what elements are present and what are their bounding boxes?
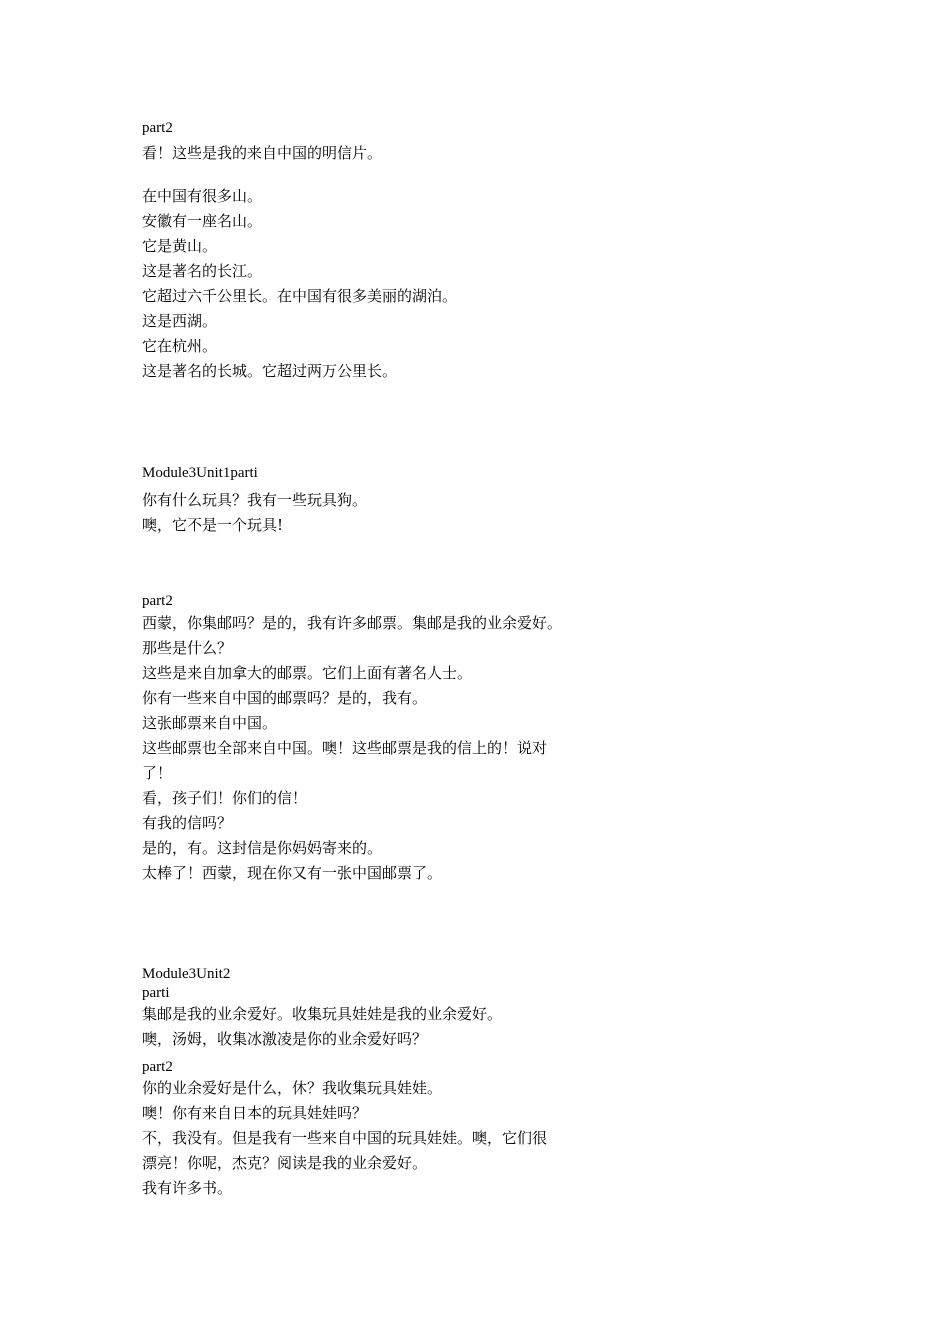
text-line: 有我的信吗？	[142, 814, 233, 832]
text-line: 这些邮票也全部来自中国。噢！这些邮票是我的信上的！说对	[142, 739, 548, 757]
text-line: 这张邮票来自中国。	[142, 714, 278, 732]
text-line: 你有什么玩具？我有一些玩具狗。	[142, 491, 368, 509]
text-line: 是的，有。这封信是你妈妈寄来的。	[142, 839, 383, 857]
text-line: 那些是什么？	[142, 639, 233, 657]
text-line: 你有一些来自中国的邮票吗？是的，我有。	[142, 689, 428, 707]
text-line: 这是著名的长江。	[142, 262, 263, 280]
text-line: 太棒了！西蒙，现在你又有一张中国邮票了。	[142, 864, 443, 882]
text-line: 在中国有很多山。	[142, 187, 263, 205]
text-line: 看，孩子们！你们的信！	[142, 789, 308, 807]
text-line: 噢，它不是一个玩具!	[142, 516, 284, 534]
text-line: 它是黄山。	[142, 237, 218, 255]
text-line: 这是著名的长城。它超过两万公里长。	[142, 362, 398, 380]
text-line: 安徽有一座名山。	[142, 212, 263, 230]
section-subheading-parti: parti	[142, 985, 170, 1001]
text-line: 漂亮！你呢，杰克？阅读是我的业余爱好。	[142, 1154, 428, 1172]
text-line: 它在杭州。	[142, 337, 218, 355]
section-heading-part2: part2	[142, 120, 173, 136]
text-line: 这是西湖。	[142, 312, 218, 330]
text-line: 这些是来自加拿大的邮票。它们上面有著名人士。	[142, 664, 473, 682]
section-heading-module3unit2: Module3Unit2	[142, 966, 231, 982]
text-line: 它超过六千公里长。在中国有很多美丽的湖泊。	[142, 287, 458, 305]
text-line: 集邮是我的业余爱好。收集玩具娃娃是我的业余爱好。	[142, 1005, 503, 1023]
text-line: 不，我没有。但是我有一些来自中国的玩具娃娃。噢，它们很	[142, 1129, 548, 1147]
section-heading-part2: part2	[142, 593, 173, 609]
text-line: 你的业余爱好是什么，休？我收集玩具娃娃。	[142, 1079, 443, 1097]
text-line: 西蒙，你集邮吗？是的，我有许多邮票。集邮是我的业余爱好。	[142, 614, 563, 632]
text-line: 了！	[142, 764, 173, 782]
text-line: 噢，汤姆，收集冰激凌是你的业余爱好吗？	[142, 1030, 428, 1048]
text-line: 看！这些是我的来自中国的明信片。	[142, 144, 383, 162]
section-heading-module3unit1parti: Module3Unit1parti	[142, 465, 258, 481]
text-line: 噢！你有来自日本的玩具娃娃吗？	[142, 1104, 368, 1122]
section-heading-part2: part2	[142, 1059, 173, 1075]
text-line: 我有许多书。	[142, 1179, 233, 1197]
